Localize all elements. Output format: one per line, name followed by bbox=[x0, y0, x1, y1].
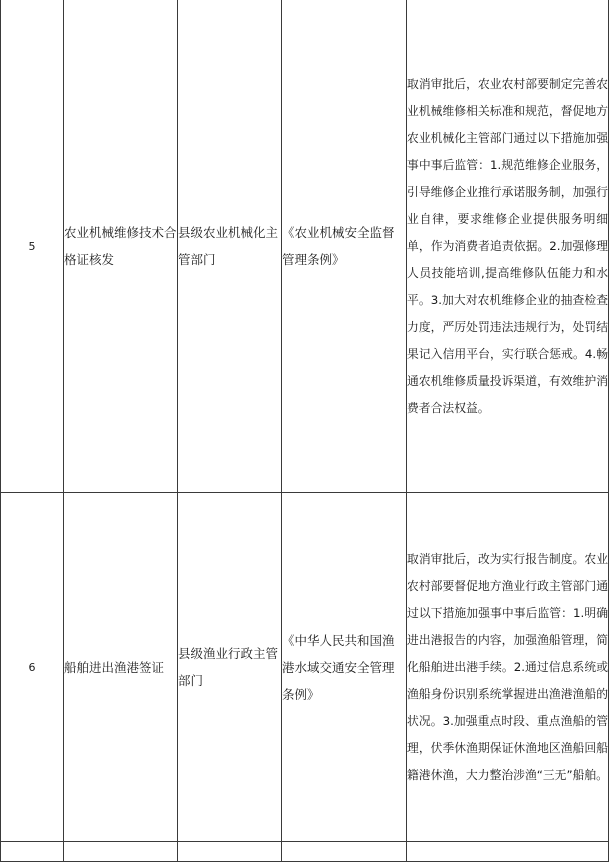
implementing-authority: 县级渔业行政主管部门 bbox=[178, 493, 282, 842]
table-row bbox=[1, 493, 609, 842]
legal-basis: 《中华人民共和国渔港水域交通安全管理条例》 bbox=[282, 493, 407, 842]
legal-basis: 《农业机械安全监督管理条例》 bbox=[282, 0, 407, 493]
row-number: 5 bbox=[1, 0, 64, 493]
supervision-measures: 取消审批后，改为实行报告制度。农业农村部要督促地方渔业行政主管部门通过以下措施加强事中事后监管：1.明确进出港报告的内容，加强渔船管理，简化船舶进出港手续。2.通过信息系统或渔船身份识别系统掌握进出渔港渔船的状况。3.加强重点时段、重点渔船的管理，伏季休渔期保证休渔地区渔船回船籍港休渔，大力整治涉渔“三无”船舶。 bbox=[407, 493, 609, 842]
implementing-authority: 县级农业机械化主管部门 bbox=[178, 0, 282, 493]
table-row bbox=[1, 0, 609, 493]
row-number: 6 bbox=[1, 493, 64, 842]
supervision-measures: 取消审批后，农业农村部要制定完善农业机械维修相关标准和规范，督促地方农业机械化主管部门通过以下措施加强事中事后监管：1.规范维修企业服务，引导维修企业推行承诺服务制，加强行业自律，要求维修企业提供服务明细单，作为消费者追责依据。2.加强修理人员技能培训,提高维修队伍能力和水平。3.加大对农机维修企业的抽查检查力度，严厉处罚违法违规行为，处罚结果记入信用平台，实行联合惩戒。4.畅通农机维修质量投诉渠道，有效维护消费者合法权益。 bbox=[407, 0, 609, 493]
item-name: 船舶进出渔港签证 bbox=[64, 493, 178, 842]
item-name: 农业机械维修技术合格证核发 bbox=[64, 0, 178, 493]
